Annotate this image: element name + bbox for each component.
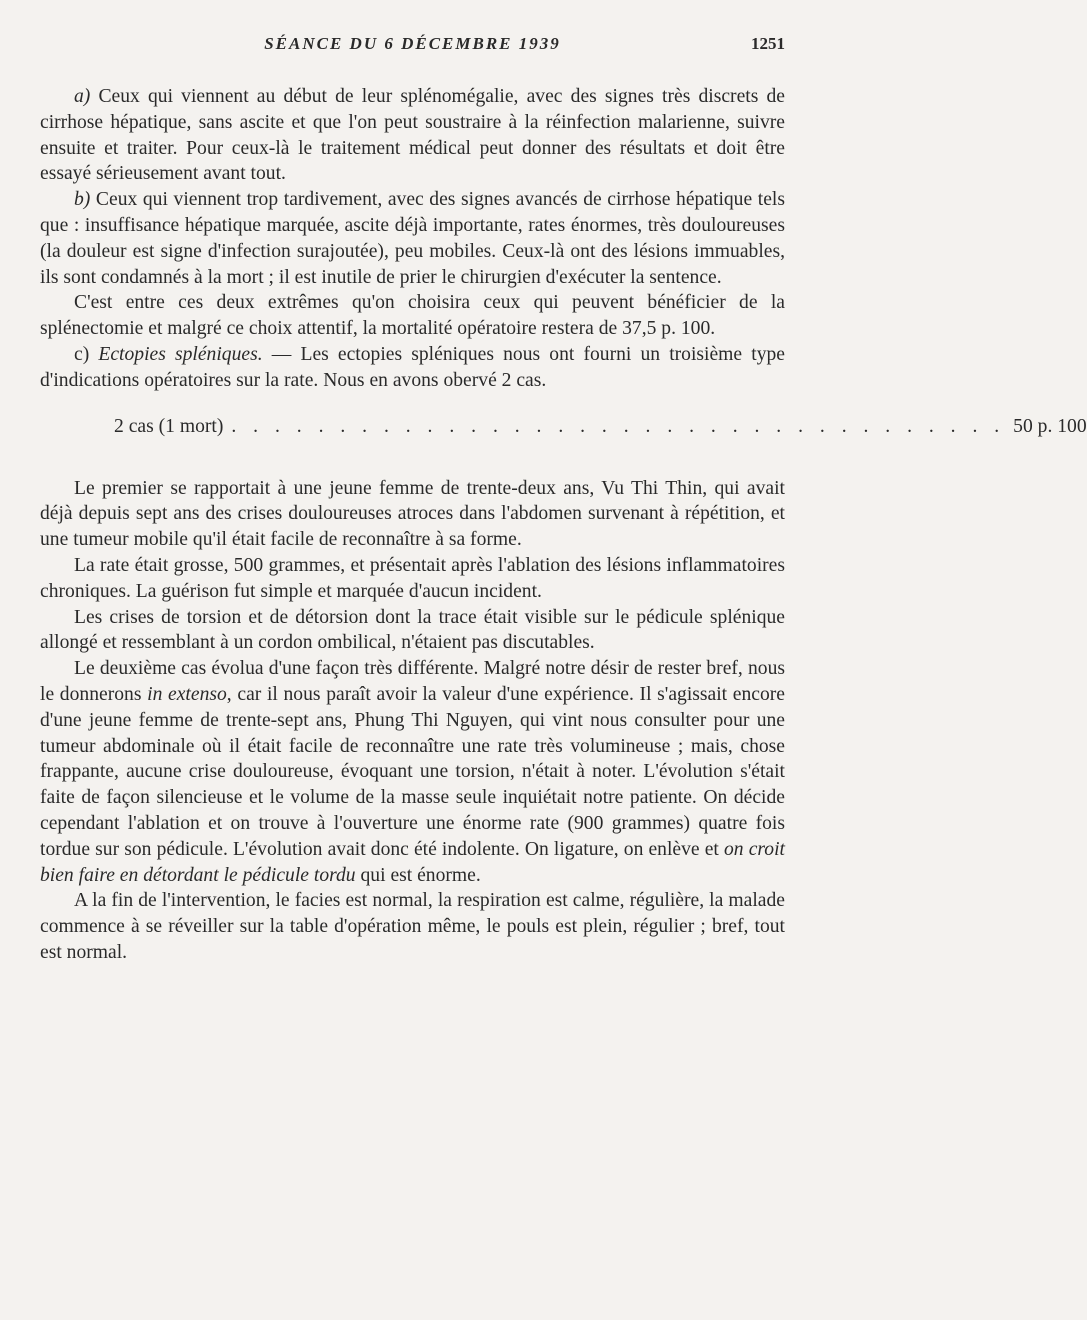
- item-label-c: c): [74, 343, 90, 365]
- paragraph-c-text: — Les ectopies spléniques nous ont fourni un troisième type d'indications opératoires sur la rate. Nous en avons obervé 2 cas.: [40, 343, 785, 391]
- paragraph-choice: C'est entre ces deux extrêmes qu'on choisira ceux qui peuvent bénéficier de la splénectomie et malgré ce choix attentif, la mortalité opératoire restera de 37,5 p. 100.: [40, 292, 785, 340]
- paragraph-torsion: Les crises de torsion et de détorsion dont la trace était visible sur le pédicule splénique allongé et ressemblant à un cordon ombilical, n'étaient pas discutables.: [40, 606, 785, 654]
- page-body: [40, 84, 1087, 966]
- paragraph-b-text: Ceux qui viennent trop tardivement, avec des signes avancés de cirrhose hépatique tels que : insuffisance hépatique marquée, ascite déjà importante, rates énormes, très douloureuses (la douleur est signe d'infection surajoutée), peu mobiles. Ceux-là ont des lésions immuables, ils sont condamnés à la mort ; il est inutile de prier le chirurgien d'exécuter la sentence.: [40, 189, 785, 288]
- second-case-part-2: , car il nous paraît avoir la valeur d'une expérience. Il s'agissait encore d'une jeune femme de trente-sept ans, Phung Thi Nguyen, qui vint nous consulter pour une tumeur abdominale où il était facile de reconnaître une rate très volumineuse ; mais, chose frappante, aucune crise douloureuse, évoquant une torsion, n'était à noter. L'évolution s'était faite de façon silencieuse et le volume de la masse seule inquiétait notre patiente. On décide cependant l'ablation et on trouve à l'ouverture une énorme rate (900 grammes) quatre fois tordue sur son pédicule. L'évolution avait donc été indolente. On ligature, on enlève et: [40, 683, 785, 860]
- section-heading-ectopies: Ectopies spléniques.: [98, 343, 263, 365]
- paragraph-a: [40, 84, 785, 187]
- second-case-italic-2: on croit bien faire en détordant le pédicule tordu: [40, 838, 785, 886]
- paragraph-b: [40, 187, 785, 290]
- second-case-part-1: Le deuxième cas évolua d'une façon très différente. Malgré notre désir de rester bref, nous le donnerons: [40, 658, 785, 705]
- paragraph-end: A la fin de l'intervention, le facies est normal, la respiration est calme, régulière, la malade commence à se réveiller sur la table d'opération même, le pouls est plein, régulier ; bref, tout est normal.: [40, 890, 785, 963]
- paragraph-a-text: Ceux qui viennent au début de leur splénomégalie, avec des signes très discrets de cirrhose hépatique, sans ascite et que l'on peut soustraire à la réinfection malarienne, suivre ensuite et traiter. Pour ceux-là le traitement médical peut donner des résultats et doit être essayé sérieusement avant tout.: [40, 86, 785, 185]
- paragraph-second-case: [40, 656, 785, 888]
- paragraph-spleen: La rate était grosse, 500 grammes, et présentait après l'ablation des lésions inflammatoires chroniques. La guérison fut simple et marquée d'aucun incident.: [40, 554, 785, 602]
- statistics-value: 50 p. 100: [1013, 415, 1087, 437]
- second-case-part-3: qui est énorme.: [355, 864, 481, 886]
- running-title: SÉANCE DU 6 DÉCEMBRE 1939: [264, 34, 561, 53]
- page-header: [40, 34, 785, 58]
- second-case-italic-1: in extenso: [147, 683, 227, 705]
- statistics-line: [114, 414, 1087, 440]
- paragraph-first-case: Le premier se rapportait à une jeune femme de trente-deux ans, Vu Thi Thin, qui avait déjà depuis sept ans des crises douloureuses atroces dans l'abdomen survenant à répétition, et une tumeur mobile qu'il était facile de reconnaître à sa forme.: [40, 477, 785, 551]
- page-number: 1251: [751, 34, 785, 53]
- statistics-label: 2 cas (1 mort): [114, 415, 224, 437]
- item-label-a: a): [74, 86, 91, 107]
- dot-leader: . . . . . . . . . . . . . . . . . . . . . . . . . . . . . . . . . . . .: [231, 415, 1006, 437]
- paragraph-c: [40, 342, 785, 394]
- item-label-b: b): [74, 189, 91, 211]
